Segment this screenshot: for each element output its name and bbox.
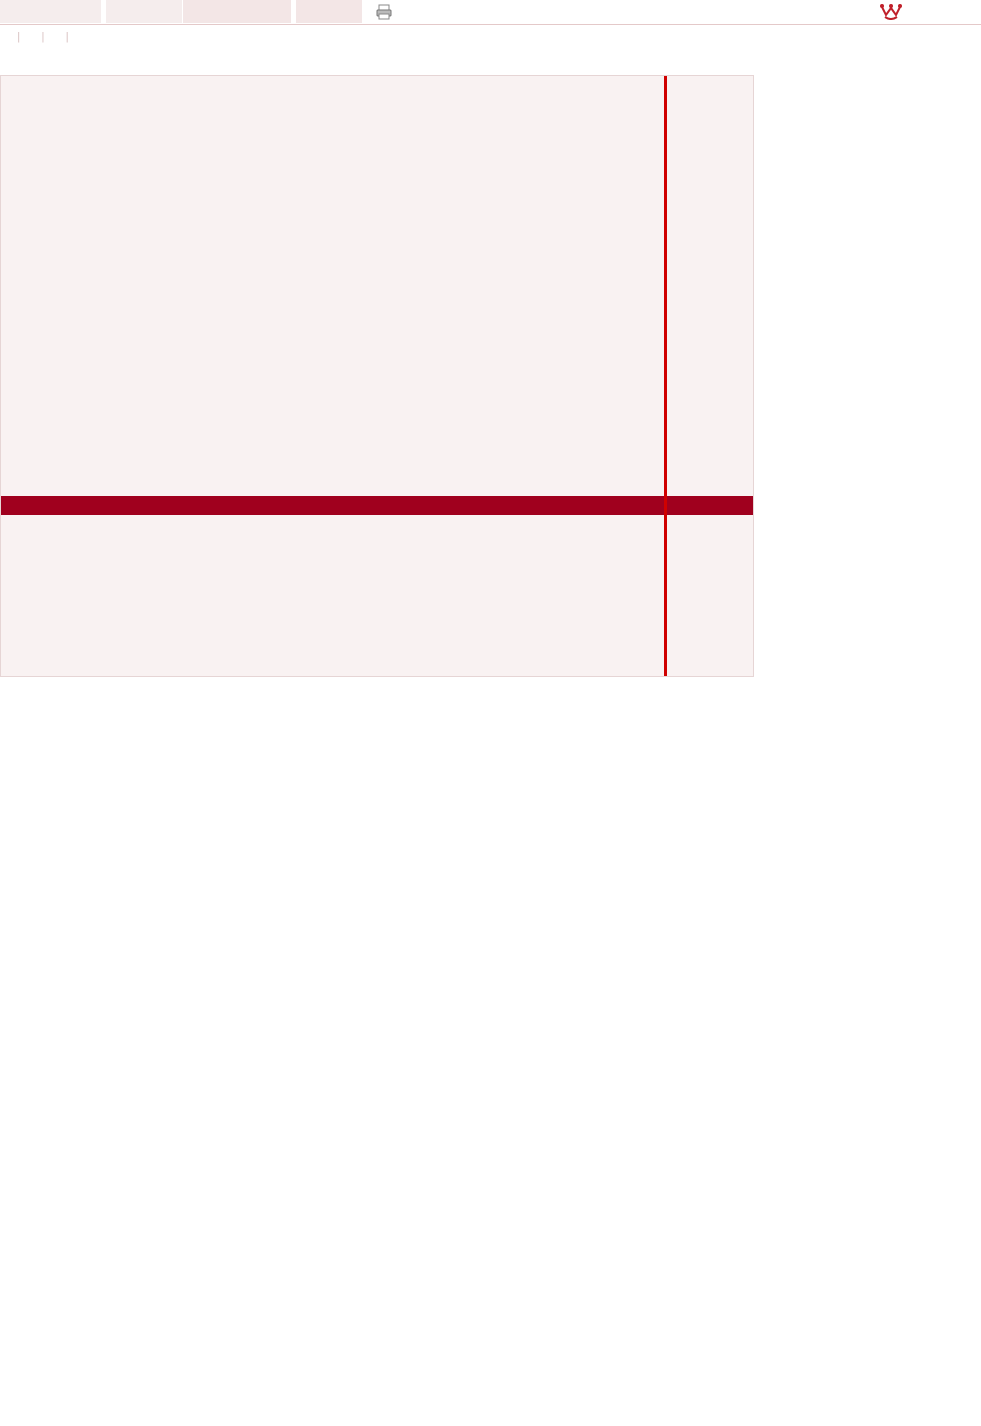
cycle-end-divider [664, 76, 667, 676]
tab-statistik[interactable] [296, 0, 362, 23]
tab-zyklenuebersicht[interactable] [183, 0, 291, 23]
crown-icon [880, 2, 902, 20]
meta-line-2 [5, 45, 14, 57]
cycle-nav[interactable] [106, 0, 182, 23]
cycle-chart [0, 75, 754, 677]
username [0, 0, 101, 23]
temperature-plot [1, 76, 753, 676]
print-icon[interactable] [376, 4, 392, 20]
top-bar [0, 0, 981, 25]
meta-line-1: | | | [17, 31, 69, 43]
zyklustag-bar [1, 496, 753, 515]
